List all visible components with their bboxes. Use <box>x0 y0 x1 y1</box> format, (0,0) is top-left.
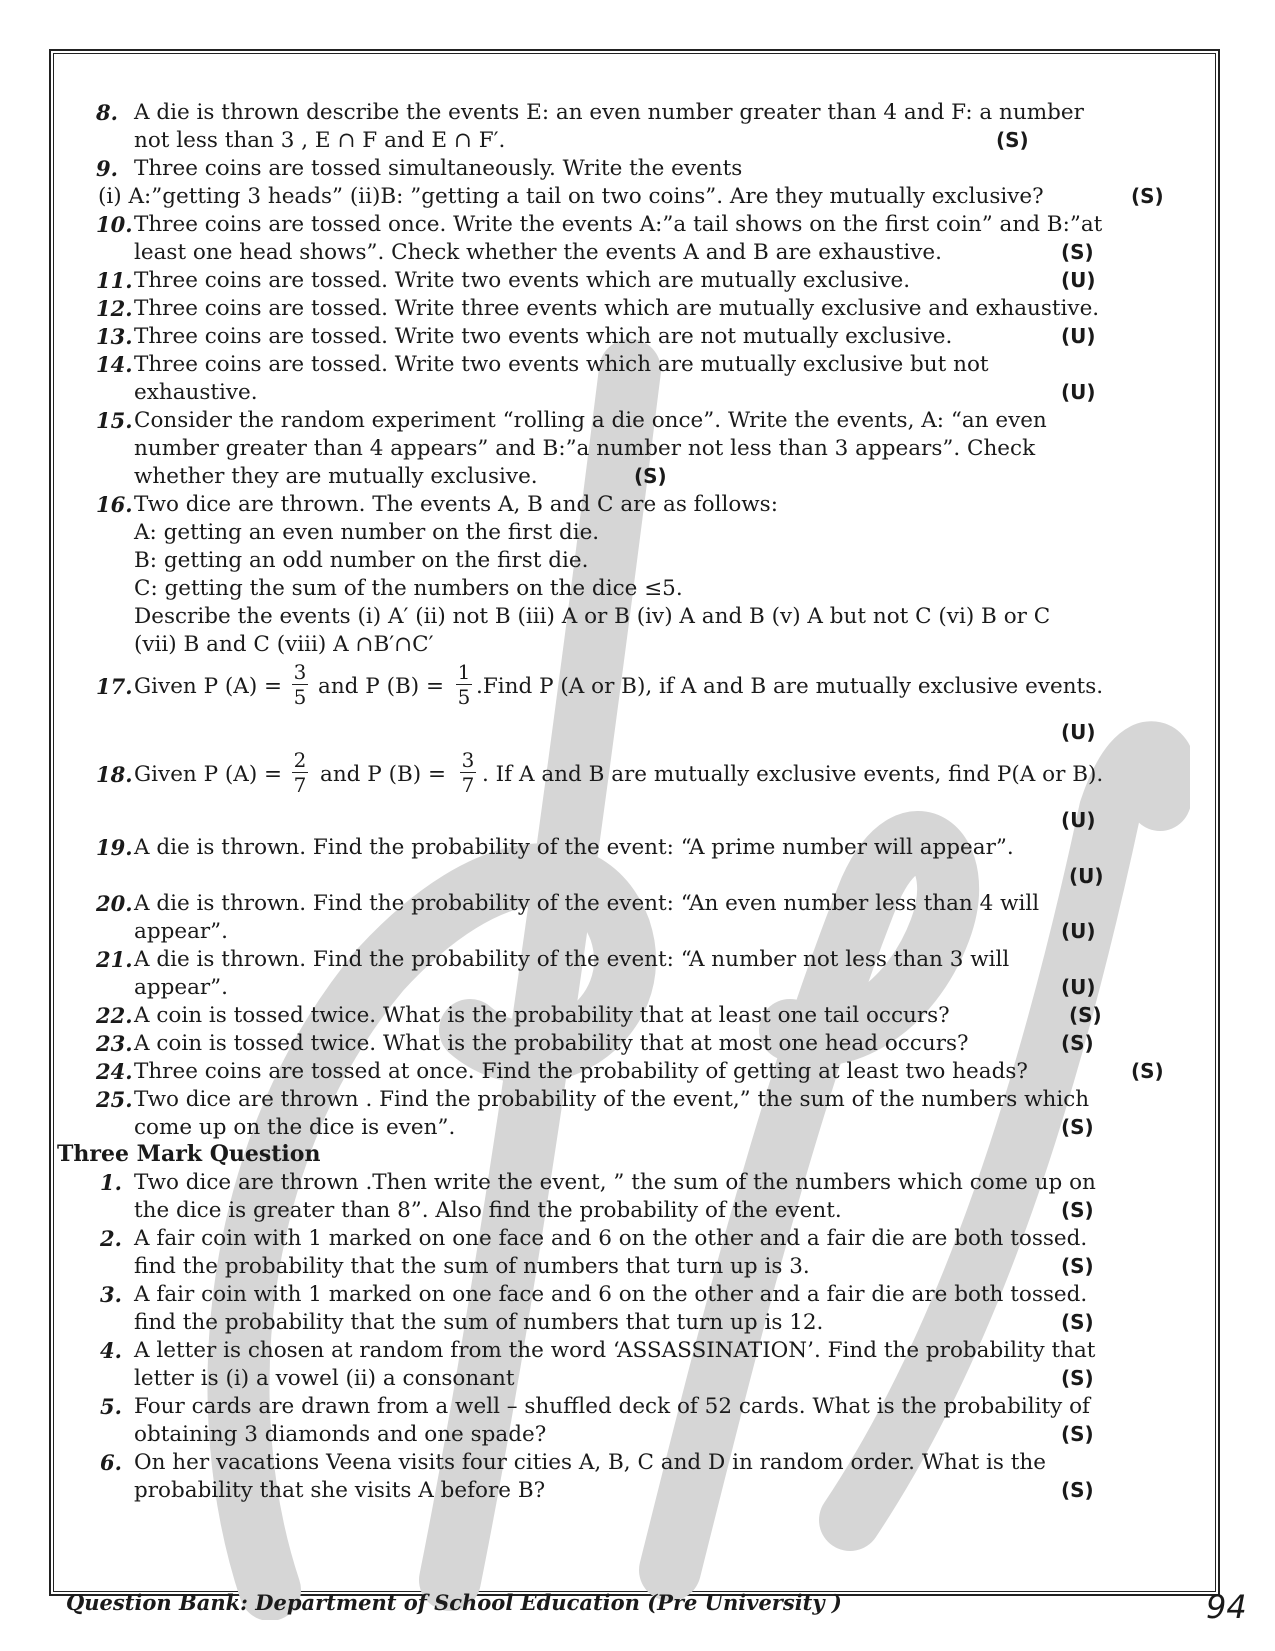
t2-text-line2: find the probability that the sum of numbers that turn up is 3. <box>134 1254 810 1279</box>
q12-text-line1: Three coins are tossed. Write three events which are mutually exclusive and exhaustive. <box>134 296 1100 321</box>
t2-text-line1: A fair coin with 1 marked on one face and 6 on the other and a fair die are both tossed. <box>134 1226 1088 1251</box>
q18-middle: and P (B) = <box>320 762 446 787</box>
q13-text-line1: Three coins are tossed. Write two events which are not mutually exclusive. <box>134 324 953 349</box>
q20-text-line1: A die is thrown. Find the probability of the event: “An even number less than 4 will <box>134 891 1040 916</box>
section-heading: Three Mark Question <box>57 1141 321 1167</box>
q16-text-line5: Describe the events (i) A′ (ii) not B (iii) A or B (iv) A and B (v) A but not C (vi) B or C <box>134 604 1051 629</box>
t1-text-line1: Two dice are thrown .Then write the event, ” the sum of the numbers which come up on <box>134 1170 1096 1195</box>
q19-number: 19. <box>96 835 133 860</box>
q18-fraction-a-numerator: 2 <box>293 748 307 772</box>
q16-text-line4: C: getting the sum of the numbers on the dice ≤5. <box>134 576 683 601</box>
q11-text-line1: Three coins are tossed. Write two events which are mutually exclusive. <box>134 268 911 293</box>
q17-fraction-a-numerator: 3 <box>293 660 307 684</box>
t1-tag: (S) <box>1061 1198 1094 1222</box>
q8-text-line1: A die is thrown describe the events E: an even number greater than 4 and F: a number <box>134 100 1084 125</box>
q18-prefix: Given P (A) = <box>134 762 283 787</box>
t5-text-line2: obtaining 3 diamonds and one spade? <box>134 1422 547 1447</box>
q10-text-line2: least one head shows”. Check whether the events A and B are exhaustive. <box>134 240 942 265</box>
t3-text-line2: find the probability that the sum of numbers that turn up is 12. <box>134 1310 824 1335</box>
t5-text-line1: Four cards are drawn from a well – shuffled deck of 52 cards. What is the probability of <box>134 1394 1090 1419</box>
q20-number: 20. <box>96 891 133 916</box>
t4-text-line2: letter is (i) a vowel (ii) a consonant <box>134 1366 515 1391</box>
q25-number: 25. <box>96 1087 133 1112</box>
t4-tag: (S) <box>1061 1366 1094 1390</box>
q17-fraction-b-numerator: 1 <box>457 660 471 684</box>
q23-number: 23. <box>96 1031 133 1056</box>
q12-number: 12. <box>96 296 133 321</box>
q15-text-line3: whether they are mutually exclusive. <box>134 464 538 489</box>
t6-number: 6. <box>100 1450 122 1475</box>
t1-text-line2: the dice is greater than 8”. Also find the probability of the event. <box>134 1198 842 1223</box>
q15-text-line1: Consider the random experiment “rolling a die once”. Write the events, A: “an even <box>134 408 1047 433</box>
q14-number: 14. <box>96 352 133 377</box>
q15-tag: (S) <box>634 464 667 488</box>
q9-text-line1: Three coins are tossed simultaneously. Write the events <box>134 156 743 181</box>
t2-tag: (S) <box>1061 1254 1094 1278</box>
q16-text-line6: (vii) B and C (viii) A ∩B′∩C′ <box>134 632 434 657</box>
t4-number: 4. <box>100 1338 122 1363</box>
q17-middle: and P (B) = <box>318 674 444 699</box>
q15-number: 15. <box>96 408 133 433</box>
q24-text-line1: Three coins are tossed at once. Find the probability of getting at least two heads? <box>134 1059 1028 1084</box>
q16-text-line1: Two dice are thrown. The events A, B and C are as follows: <box>134 492 778 517</box>
q25-text-line1: Two dice are thrown . Find the probability of the event,” the sum of the numbers which <box>134 1087 1090 1112</box>
q21-tag: (U) <box>1061 975 1096 999</box>
q17-prefix: Given P (A) = <box>134 674 283 699</box>
q9-text-line2: (i) A:”getting 3 heads” (ii)B: ”getting a tail on two coins”. Are they mutually exclusive? <box>98 184 1044 209</box>
q15-text-line2: number greater than 4 appears” and B:”a number not less than 3 appears”. Check <box>134 436 1036 461</box>
q18-tag: (U) <box>1061 808 1096 832</box>
q11-number: 11. <box>96 268 133 293</box>
q10-text-line1: Three coins are tossed once. Write the events A:”a tail shows on the first coin” and B:”at <box>134 212 1103 237</box>
q17-fraction-a <box>292 660 308 709</box>
t2-number: 2. <box>100 1226 122 1251</box>
q18-fraction-b-numerator: 3 <box>461 748 475 772</box>
q22-tag: (S) <box>1069 1003 1102 1027</box>
t4-text-line1: A letter is chosen at random from the word ‘ASSASSINATION’. Find the probability that <box>134 1338 1096 1363</box>
q24-tag: (S) <box>1131 1059 1164 1083</box>
footer-title: Question Bank: Department of School Education (Pre University ) <box>66 1590 842 1615</box>
t5-number: 5. <box>100 1394 122 1419</box>
q17-fraction-b-denominator: 5 <box>457 685 471 709</box>
q17-suffix: .Find P (A or B), if A and B are mutually exclusive events. <box>476 674 1104 699</box>
q21-number: 21. <box>96 947 133 972</box>
q18-fraction-a-denominator: 7 <box>293 773 307 797</box>
t1-number: 1. <box>100 1170 122 1195</box>
q20-tag: (U) <box>1061 919 1096 943</box>
q24-number: 24. <box>96 1059 133 1084</box>
q16-number: 16. <box>96 492 133 517</box>
q21-text-line2: appear”. <box>134 975 228 1000</box>
q8-number: 8. <box>96 100 118 125</box>
q19-tag: (U) <box>1069 864 1104 888</box>
t6-tag: (S) <box>1061 1478 1094 1502</box>
q16-text-line3: B: getting an odd number on the first die. <box>134 548 589 573</box>
q9-number: 9. <box>96 156 118 181</box>
t6-text-line2: probability that she visits A before B? <box>134 1478 546 1503</box>
t3-number: 3. <box>100 1282 122 1307</box>
q18-fraction-b-denominator: 7 <box>461 773 475 797</box>
q17-tag: (U) <box>1061 720 1096 744</box>
t3-text-line1: A fair coin with 1 marked on one face and 6 on the other and a fair die are both tossed. <box>134 1282 1088 1307</box>
q10-number: 10. <box>96 212 133 237</box>
q20-text-line2: appear”. <box>134 919 228 944</box>
q8-tag: (S) <box>996 128 1029 152</box>
q14-text-line1: Three coins are tossed. Write two events which are mutually exclusive but not <box>134 352 989 377</box>
q18-fraction-b <box>460 748 476 797</box>
q18-number: 18. <box>96 762 133 787</box>
q22-number: 22. <box>96 1003 133 1028</box>
q16-text-line2: A: getting an even number on the first die. <box>134 520 600 545</box>
q23-text-line1: A coin is tossed twice. What is the probability that at most one head occurs? <box>134 1031 969 1056</box>
q14-text-line2: exhaustive. <box>134 380 258 405</box>
q18-fraction-a <box>292 748 308 797</box>
q9-tag: (S) <box>1131 184 1164 208</box>
q13-number: 13. <box>96 324 133 349</box>
q25-text-line2: come up on the dice is even”. <box>134 1115 456 1140</box>
q23-tag: (S) <box>1061 1031 1094 1055</box>
q22-text-line1: A coin is tossed twice. What is the probability that at least one tail occurs? <box>134 1003 950 1028</box>
t6-text-line1: On her vacations Veena visits four cities A, B, C and D in random order. What is the <box>134 1450 1047 1475</box>
q10-tag: (S) <box>1061 240 1094 264</box>
q17-fraction-a-denominator: 5 <box>293 685 307 709</box>
q17-fraction-b <box>456 660 472 709</box>
t5-tag: (S) <box>1061 1422 1094 1446</box>
q18-suffix: . If A and B are mutually exclusive events, find P(A or B). <box>482 762 1104 787</box>
q21-text-line1: A die is thrown. Find the probability of the event: “A number not less than 3 will <box>134 947 1010 972</box>
t3-tag: (S) <box>1061 1310 1094 1334</box>
q25-tag: (S) <box>1061 1115 1094 1139</box>
page-number: 94 <box>1206 1588 1247 1626</box>
q13-tag: (U) <box>1061 324 1096 348</box>
q14-tag: (U) <box>1061 380 1096 404</box>
q19-text-line1: A die is thrown. Find the probability of the event: “A prime number will appear”. <box>134 835 1014 860</box>
q11-tag: (U) <box>1061 268 1096 292</box>
q17-number: 17. <box>96 674 133 699</box>
q8-text-line2: not less than 3 , E ∩ F and E ∩ F′. <box>134 128 506 153</box>
